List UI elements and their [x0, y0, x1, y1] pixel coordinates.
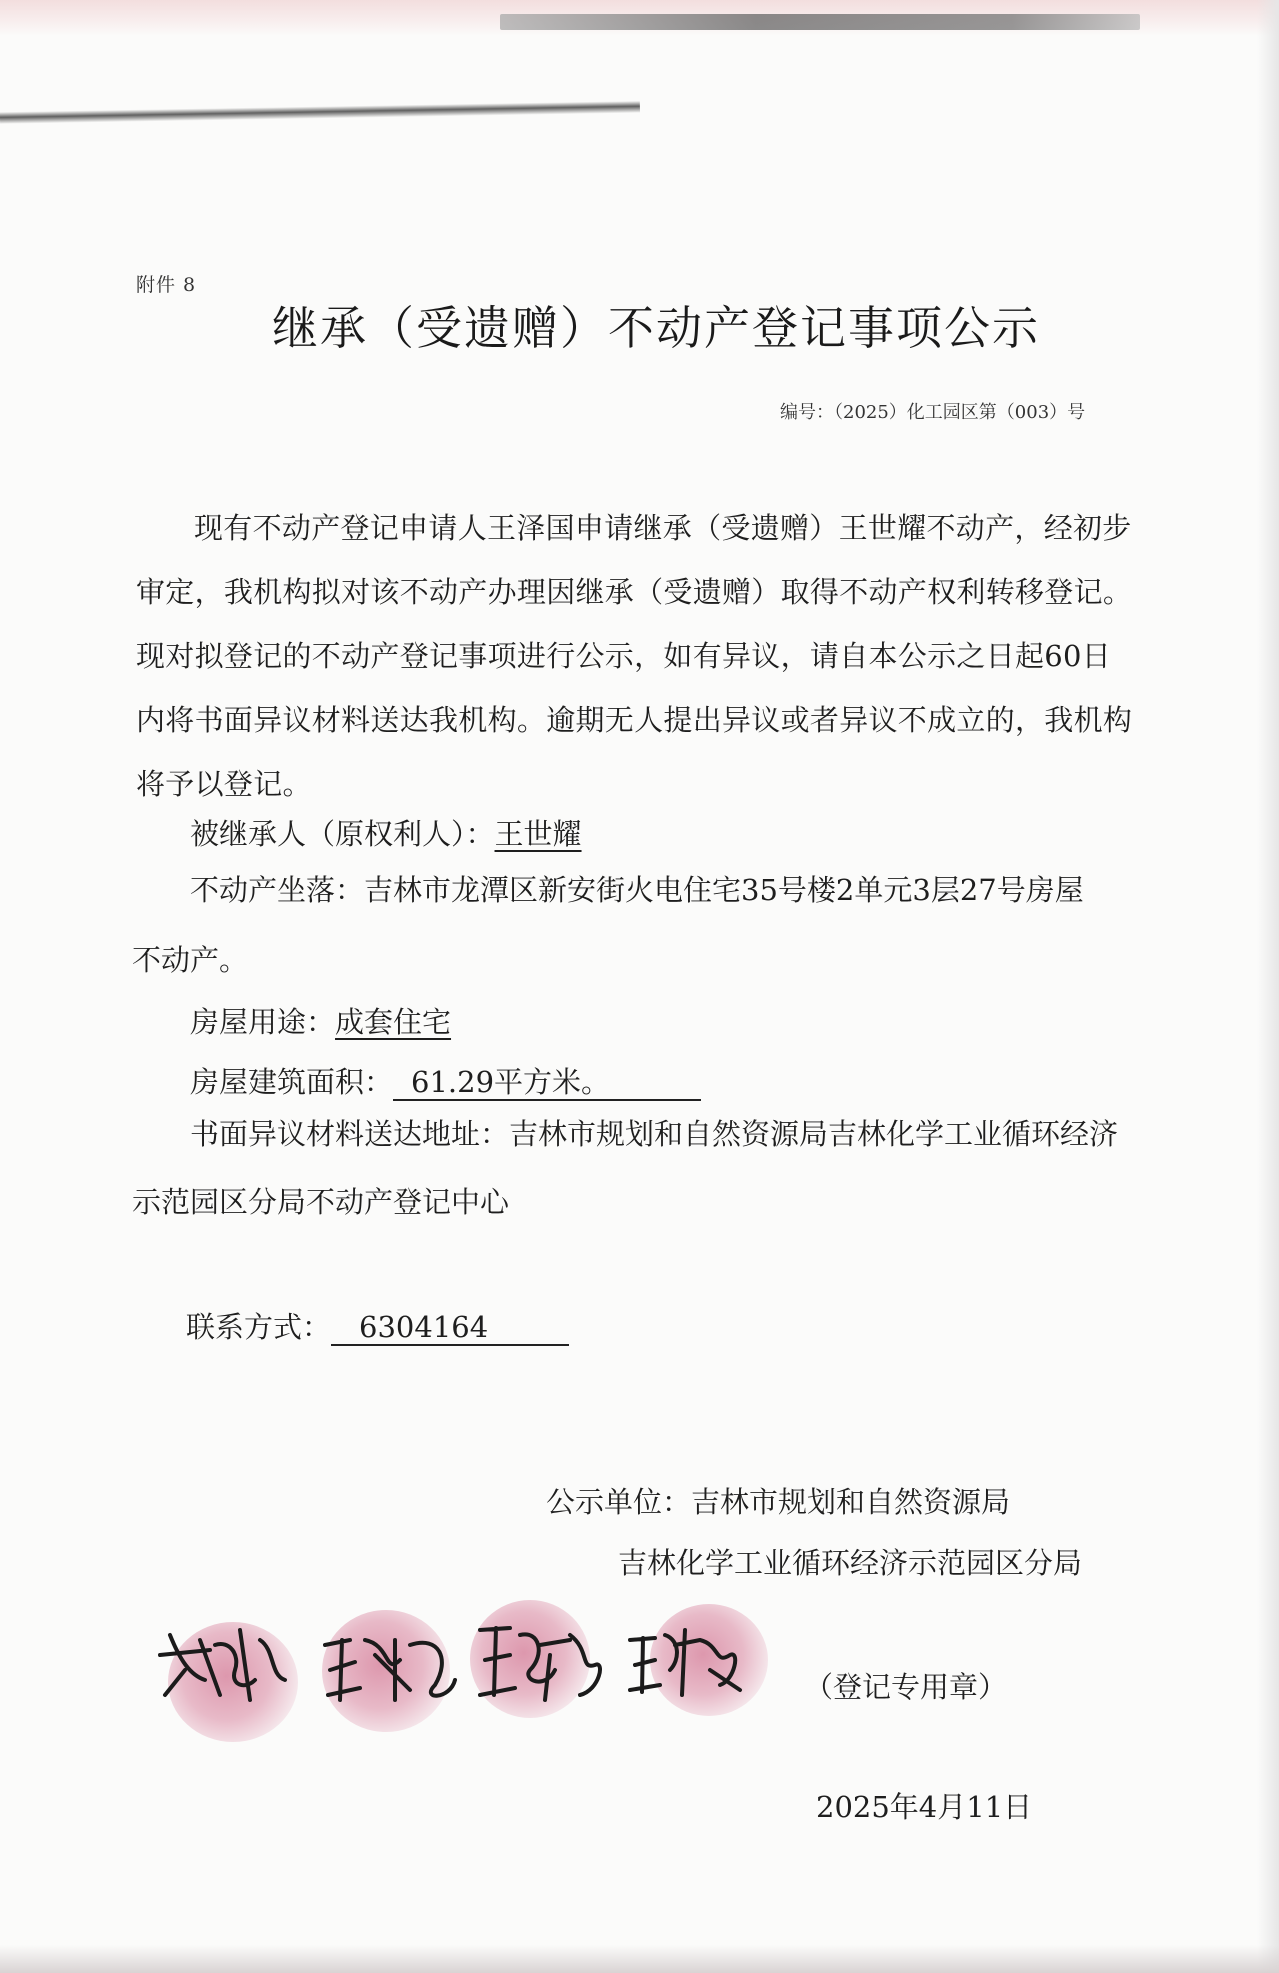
address-continuation: 示范园区分局不动产登记中心 — [132, 1185, 510, 1219]
seal-note: （登记专用章） — [804, 1670, 1008, 1704]
contact-field — [186, 1305, 569, 1346]
document-title: 继承（受遗赠）不动产登记事项公示 — [272, 301, 1040, 355]
location-value: 吉林市龙潭区新安街火电住宅35号楼2单元3层27号房屋 — [364, 873, 1084, 907]
location-continuation: 不动产。 — [132, 943, 249, 977]
publisher-name: 吉林市规划和自然资源局 — [691, 1485, 1011, 1519]
publisher-label: 公示单位： — [546, 1485, 692, 1519]
location-label: 不动产坐落： — [190, 873, 365, 907]
decedent-field — [190, 812, 582, 853]
publisher-line-1 — [546, 1480, 1010, 1521]
location-field — [190, 868, 1084, 909]
decedent-value: 王世耀 — [494, 817, 582, 851]
scan-edge-right — [1257, 0, 1279, 1973]
contact-label: 联系方式： — [186, 1310, 332, 1344]
handwritten-signatures — [150, 1600, 790, 1730]
address-label: 书面异议材料送达地址： — [190, 1117, 510, 1151]
scan-artifact-line — [0, 101, 640, 124]
scan-artifact — [500, 14, 1140, 30]
address-value: 吉林市规划和自然资源局吉林化学工业循环经济 — [509, 1117, 1119, 1151]
decedent-label: 被继承人（原权利人）： — [190, 817, 495, 851]
area-field — [190, 1060, 701, 1101]
contact-value: 6304164 — [331, 1310, 569, 1346]
usage-field — [190, 1000, 451, 1041]
usage-label: 房屋用途： — [190, 1005, 336, 1039]
document-number: 编号：（2025）化工园区第（003）号 — [780, 402, 1086, 423]
document-date: 2025年4月11日 — [816, 1790, 1033, 1824]
usage-value: 成套住宅 — [335, 1005, 452, 1039]
attachment-label: 附件 8 — [136, 274, 197, 296]
publisher-line-2: 吉林化学工业循环经济示范园区分局 — [618, 1546, 1083, 1580]
address-field — [190, 1112, 1118, 1153]
area-label: 房屋建筑面积： — [190, 1065, 394, 1099]
scan-edge-bottom — [0, 1945, 1279, 1973]
area-value: 61.29平方米。 — [393, 1065, 701, 1101]
signatures-text: 王庆彬 王泽国 王艳芳 王艳芳 — [150, 1600, 163, 1601]
notice-body: 现有不动产登记申请人王泽国申请继承（受遗赠）王世耀不动产，经初步审定，我机构拟对该不动产办理因继承（受遗赠）取得不动产权利转移登记。现对拟登记的不动产登记事项进行公示，如有异议，请自本公示之日起60日内将书面异议材料送达我机构。逾期无人提出异议或者异议不成立的，我机构将予以登记。 — [136, 511, 1133, 801]
